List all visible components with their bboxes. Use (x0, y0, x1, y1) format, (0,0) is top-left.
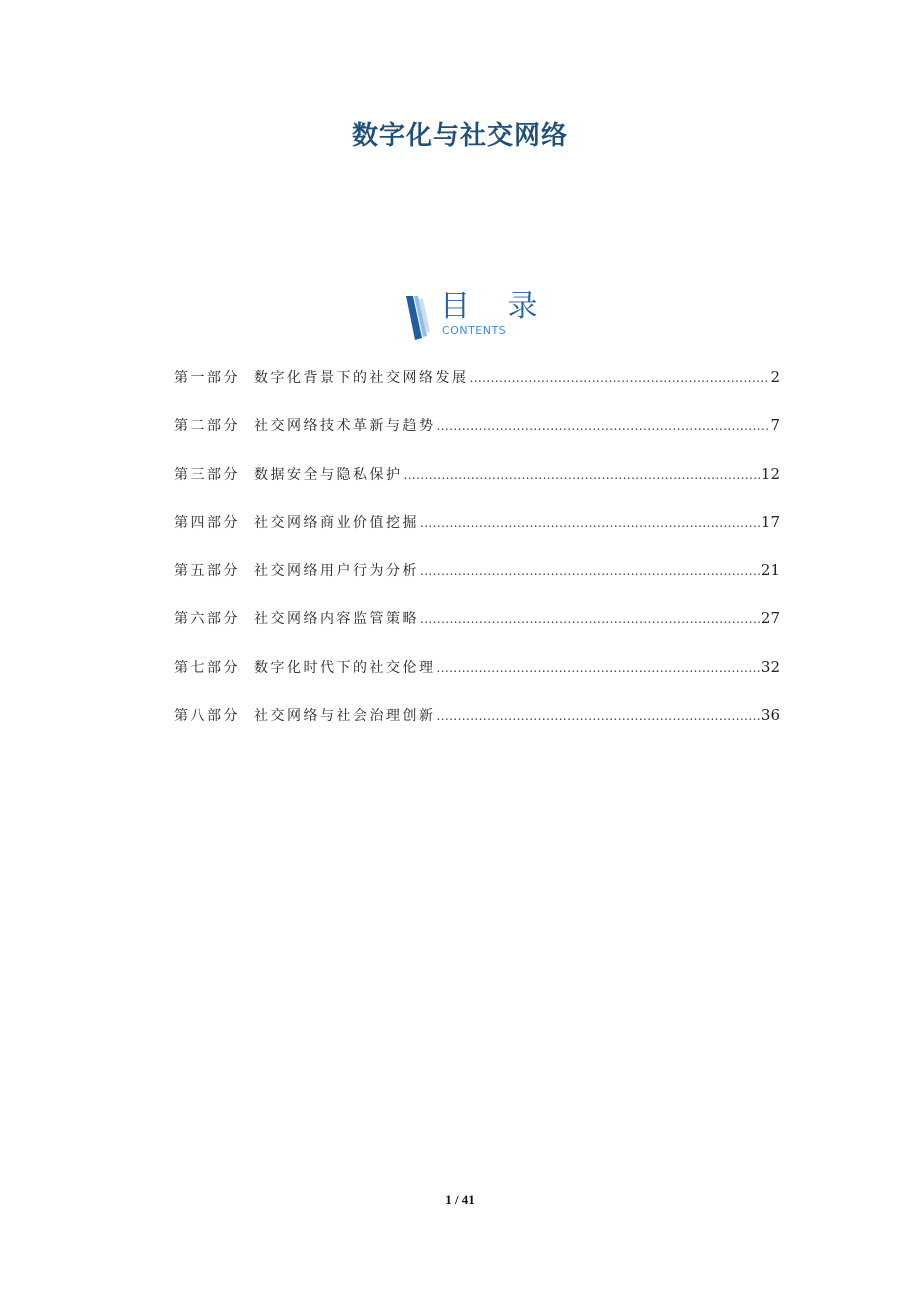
toc-entry-title: 社交网络商业价值挖掘 (254, 514, 419, 531)
toc-entry-part: 第六部分 (174, 611, 240, 628)
toc-dot-leader (420, 608, 760, 630)
toc-entry[interactable] (174, 414, 780, 462)
toc-entry-part: 第一部分 (174, 370, 240, 386)
toc-heading: 目 录 (440, 289, 552, 324)
toc-entry-page: 36 (760, 706, 780, 725)
toc-entry[interactable] (174, 656, 780, 704)
document-title: 数字化与社交网络 (351, 121, 568, 151)
toc-entry-title: 社交网络内容监管策略 (254, 611, 419, 628)
toc-dot-leader (437, 657, 760, 679)
toc-dot-leader (404, 464, 760, 486)
toc-list (174, 366, 780, 752)
toc-entry[interactable] (174, 559, 780, 607)
toc-entry-page: 17 (760, 512, 780, 531)
toc-dot-leader (437, 705, 760, 727)
toc-entry-title: 社交网络与社会治理创新 (254, 708, 436, 725)
toc-entry[interactable] (174, 366, 780, 414)
toc-dot-leader (470, 367, 770, 389)
toc-dot-leader (420, 512, 760, 534)
toc-entry-part: 第五部分 (174, 563, 240, 580)
toc-entry-part: 第三部分 (174, 466, 240, 483)
toc-entry-part: 第二部分 (174, 418, 240, 435)
toc-dot-leader (420, 560, 760, 582)
toc-entry-title: 数字化时代下的社交伦理 (254, 659, 436, 676)
toc-entry-title: 数据安全与隐私保护 (254, 466, 403, 483)
toc-header (404, 289, 552, 340)
toc-entry-page: 21 (760, 561, 780, 580)
toc-entry-page: 12 (760, 464, 780, 483)
toc-subheading: CONTENTS (442, 324, 507, 337)
toc-entry-page: 32 (760, 657, 780, 676)
toc-entry-page: 27 (760, 609, 780, 628)
toc-entry-part: 第七部分 (174, 659, 240, 676)
toc-entry-title: 数字化背景下的社交网络发展 (254, 370, 469, 386)
toc-entry-page: 7 (770, 416, 780, 435)
toc-entry[interactable] (174, 463, 780, 511)
page-number: 1 / 41 (445, 1192, 475, 1207)
toc-entry-page: 2 (770, 368, 780, 386)
toc-dot-leader (437, 415, 770, 437)
toc-entry[interactable] (174, 511, 780, 559)
toc-entry-part: 第四部分 (174, 514, 240, 531)
toc-entry[interactable] (174, 607, 780, 655)
toc-entry[interactable] (174, 704, 780, 752)
toc-entry-part: 第八部分 (174, 708, 240, 725)
toc-entry-title: 社交网络技术革新与趋势 (254, 418, 436, 435)
toc-entry-title: 社交网络用户行为分析 (254, 563, 419, 580)
book-stripe-icon (404, 296, 438, 340)
